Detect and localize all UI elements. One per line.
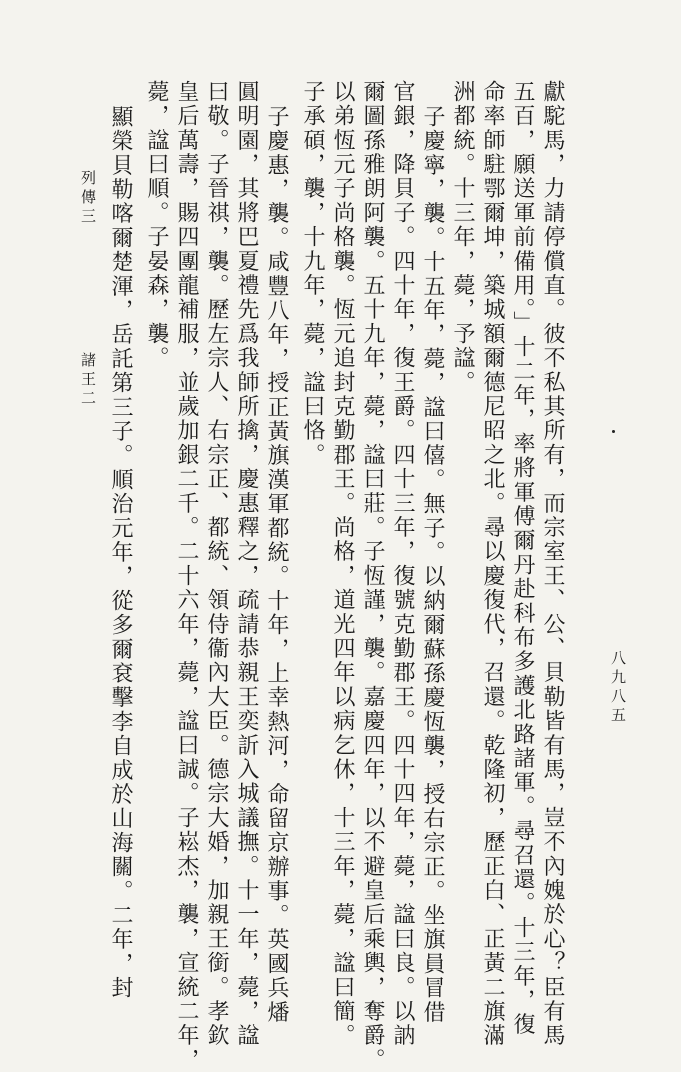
- text-column-11: 圓明園，其將巴夏禮先爲我師所擒，慶惠釋之，疏請恭親王奕訢入城議撫。十一年，薨，諡: [234, 80, 259, 1048]
- text-column-13: 皇后萬壽，賜四團龍補服，並歲加銀二千。二十六年，薨，諡曰誠。子崧杰，襲，宣統二年，: [174, 80, 199, 1072]
- text-column-12: 曰敬。子晉祺，襲。歷左宗人、右宗正、都統、領侍衞內大臣。德宗大婚，加親王銜。孝欽: [204, 80, 229, 1048]
- text-column-10: 子慶惠，襲。咸豐八年，授正黃旗漢軍都統。十年，上幸熱河，命留京辦事。英國兵燔: [264, 105, 289, 1025]
- text-column-14: 薨，諡曰順。子晏森，襲。: [144, 80, 169, 371]
- running-header-section: 諸王二: [79, 352, 97, 409]
- text-column-1: 獻駝馬，力請停償直。彼不私其所有，而宗室王、公、貝勒皆有馬，豈不內媿於心？臣有馬: [540, 80, 565, 1048]
- page-number: 八九八五: [609, 650, 627, 726]
- text-column-2: 五百，願送軍前備用。」十二年，率將軍傅爾丹赴科布多護北路諸軍。尋召還。十三年，復: [510, 80, 535, 1037]
- text-column-15: 顯榮貝勒喀爾楚渾，岳託第三子。順治元年，從多爾袞擊李自成於山海關。二年，封: [108, 105, 133, 1001]
- text-column-4: 洲都統。十三年，薨，予諡。: [450, 80, 475, 395]
- text-column-8: 以弟恆元子尚格襲。恆元追封克勤郡王。尚格，道光四年以病乞休，十三年，薨，諡曰簡。: [330, 80, 355, 1048]
- text-column-6: 官銀，降貝子。四十年，復王爵。四十三年，復號克勤郡王。四十四年，薨，諡曰良。以訥: [390, 80, 415, 1048]
- text-column-7: 爾圖孫雅朗阿襲。五十九年，薨，諡曰莊。子恆謹，襲。嘉慶四年，以不避皇后乘輿，奪爵。: [360, 80, 385, 1072]
- print-speck: [612, 430, 615, 433]
- text-column-5: 子慶寧，襲。十五年，薨，諡曰僖。無子。以納爾蘇孫慶恆襲，授右宗正。坐旗員冒借: [420, 105, 445, 1025]
- text-column-9: 子承碩，襲，十九年，薨，諡曰恪。: [300, 80, 325, 468]
- text-column-3: 命率師駐鄂爾坤，築城額爾德尼昭之北。尋以慶復代，召還。乾隆初，歷正白、正黃二旗滿: [480, 80, 505, 1048]
- running-header-chapter: 列傳三: [79, 170, 97, 227]
